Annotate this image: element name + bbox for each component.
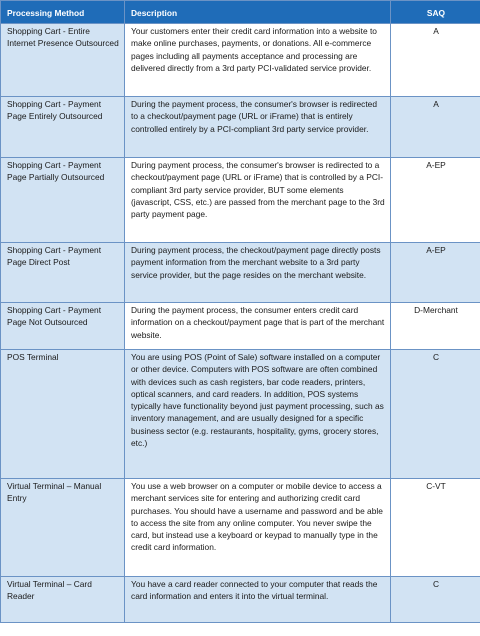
saq-cell: A-EP [391, 243, 480, 303]
table-row [1, 97, 480, 158]
header-processing-method: Processing Method [1, 1, 125, 24]
saq-cell: D-Merchant [391, 303, 480, 350]
method-cell: Shopping Cart - Entire Internet Presence Outsourced [1, 24, 125, 97]
saq-cell: C-VT [391, 479, 480, 577]
saq-cell: C [391, 350, 480, 479]
method-cell: Virtual Terminal – Manual Entry [1, 479, 125, 577]
header-description: Description [125, 1, 391, 24]
saq-cell: A [391, 24, 480, 97]
description-cell: Your customers enter their credit card information into a website to make online purchases, payments, or donations. All e-commerce pages including all payments acceptance and processing are delivered directly from a 3rd party PCI-validated service provider. [125, 24, 391, 97]
header-saq: SAQ [391, 1, 480, 24]
table-row [1, 479, 480, 577]
method-cell: Virtual Terminal – Card Reader [1, 577, 125, 623]
header-row [1, 1, 480, 24]
method-cell: POS Terminal [1, 350, 125, 479]
description-cell: During the payment process, the consumer enters credit card information on a checkout/payment page that is part of the merchant website. [125, 303, 391, 350]
table-row [1, 158, 480, 243]
description-cell: During the payment process, the consumer's browser is redirected to a checkout/payment page (URL or iFrame) that is entirely controlled entirely by a PCI-compliant 3rd party service provider. [125, 97, 391, 158]
table-row [1, 24, 480, 97]
description-cell: You are using POS (Point of Sale) software installed on a computer or other device. Computers with POS software are often combined with devices such as cash registers, bar code readers, printers, optical scanners, and card readers. In addition, POS systems typically have functionality beyond just payment processing, such as inventory management, and are usually designed for a specific business sector (e.g. restaurants, hospitality, gyms, grocery stores, etc.) [125, 350, 391, 479]
table-row [1, 303, 480, 350]
method-cell: Shopping Cart - Payment Page Direct Post [1, 243, 125, 303]
description-cell: You have a card reader connected to your computer that reads the card information and enters it into the virtual terminal. [125, 577, 391, 623]
table-header [1, 1, 480, 24]
method-cell: Shopping Cart - Payment Page Entirely Outsourced [1, 97, 125, 158]
table-body [1, 24, 480, 623]
description-cell: You use a web browser on a computer or mobile device to access a merchant services site for entering and authorizing credit card purchases. You should have a username and password and be able to access the site from any online computer. You never swipe the card, but instead use a keyboard or keypad to manually type in the credit card information. [125, 479, 391, 577]
table-row [1, 577, 480, 623]
saq-cell: A-EP [391, 158, 480, 243]
table-row [1, 350, 480, 479]
description-cell: During payment process, the checkout/payment page directly posts payment information from the merchant website to a 3rd party service provider, but the page resides on the merchant website. [125, 243, 391, 303]
saq-cell: A [391, 97, 480, 158]
table-row [1, 243, 480, 303]
description-cell: During payment process, the consumer's browser is redirected to a checkout/payment page (URL or iFrame) that is controlled by a PCI-compliant 3rd party service provider, BUT some elements (javascript, CSS, etc.) are passed from the merchant page to the 3rd party payment page. [125, 158, 391, 243]
method-cell: Shopping Cart - Payment Page Partially Outsourced [1, 158, 125, 243]
method-cell: Shopping Cart - Payment Page Not Outsourced [1, 303, 125, 350]
saq-cell: C [391, 577, 480, 623]
